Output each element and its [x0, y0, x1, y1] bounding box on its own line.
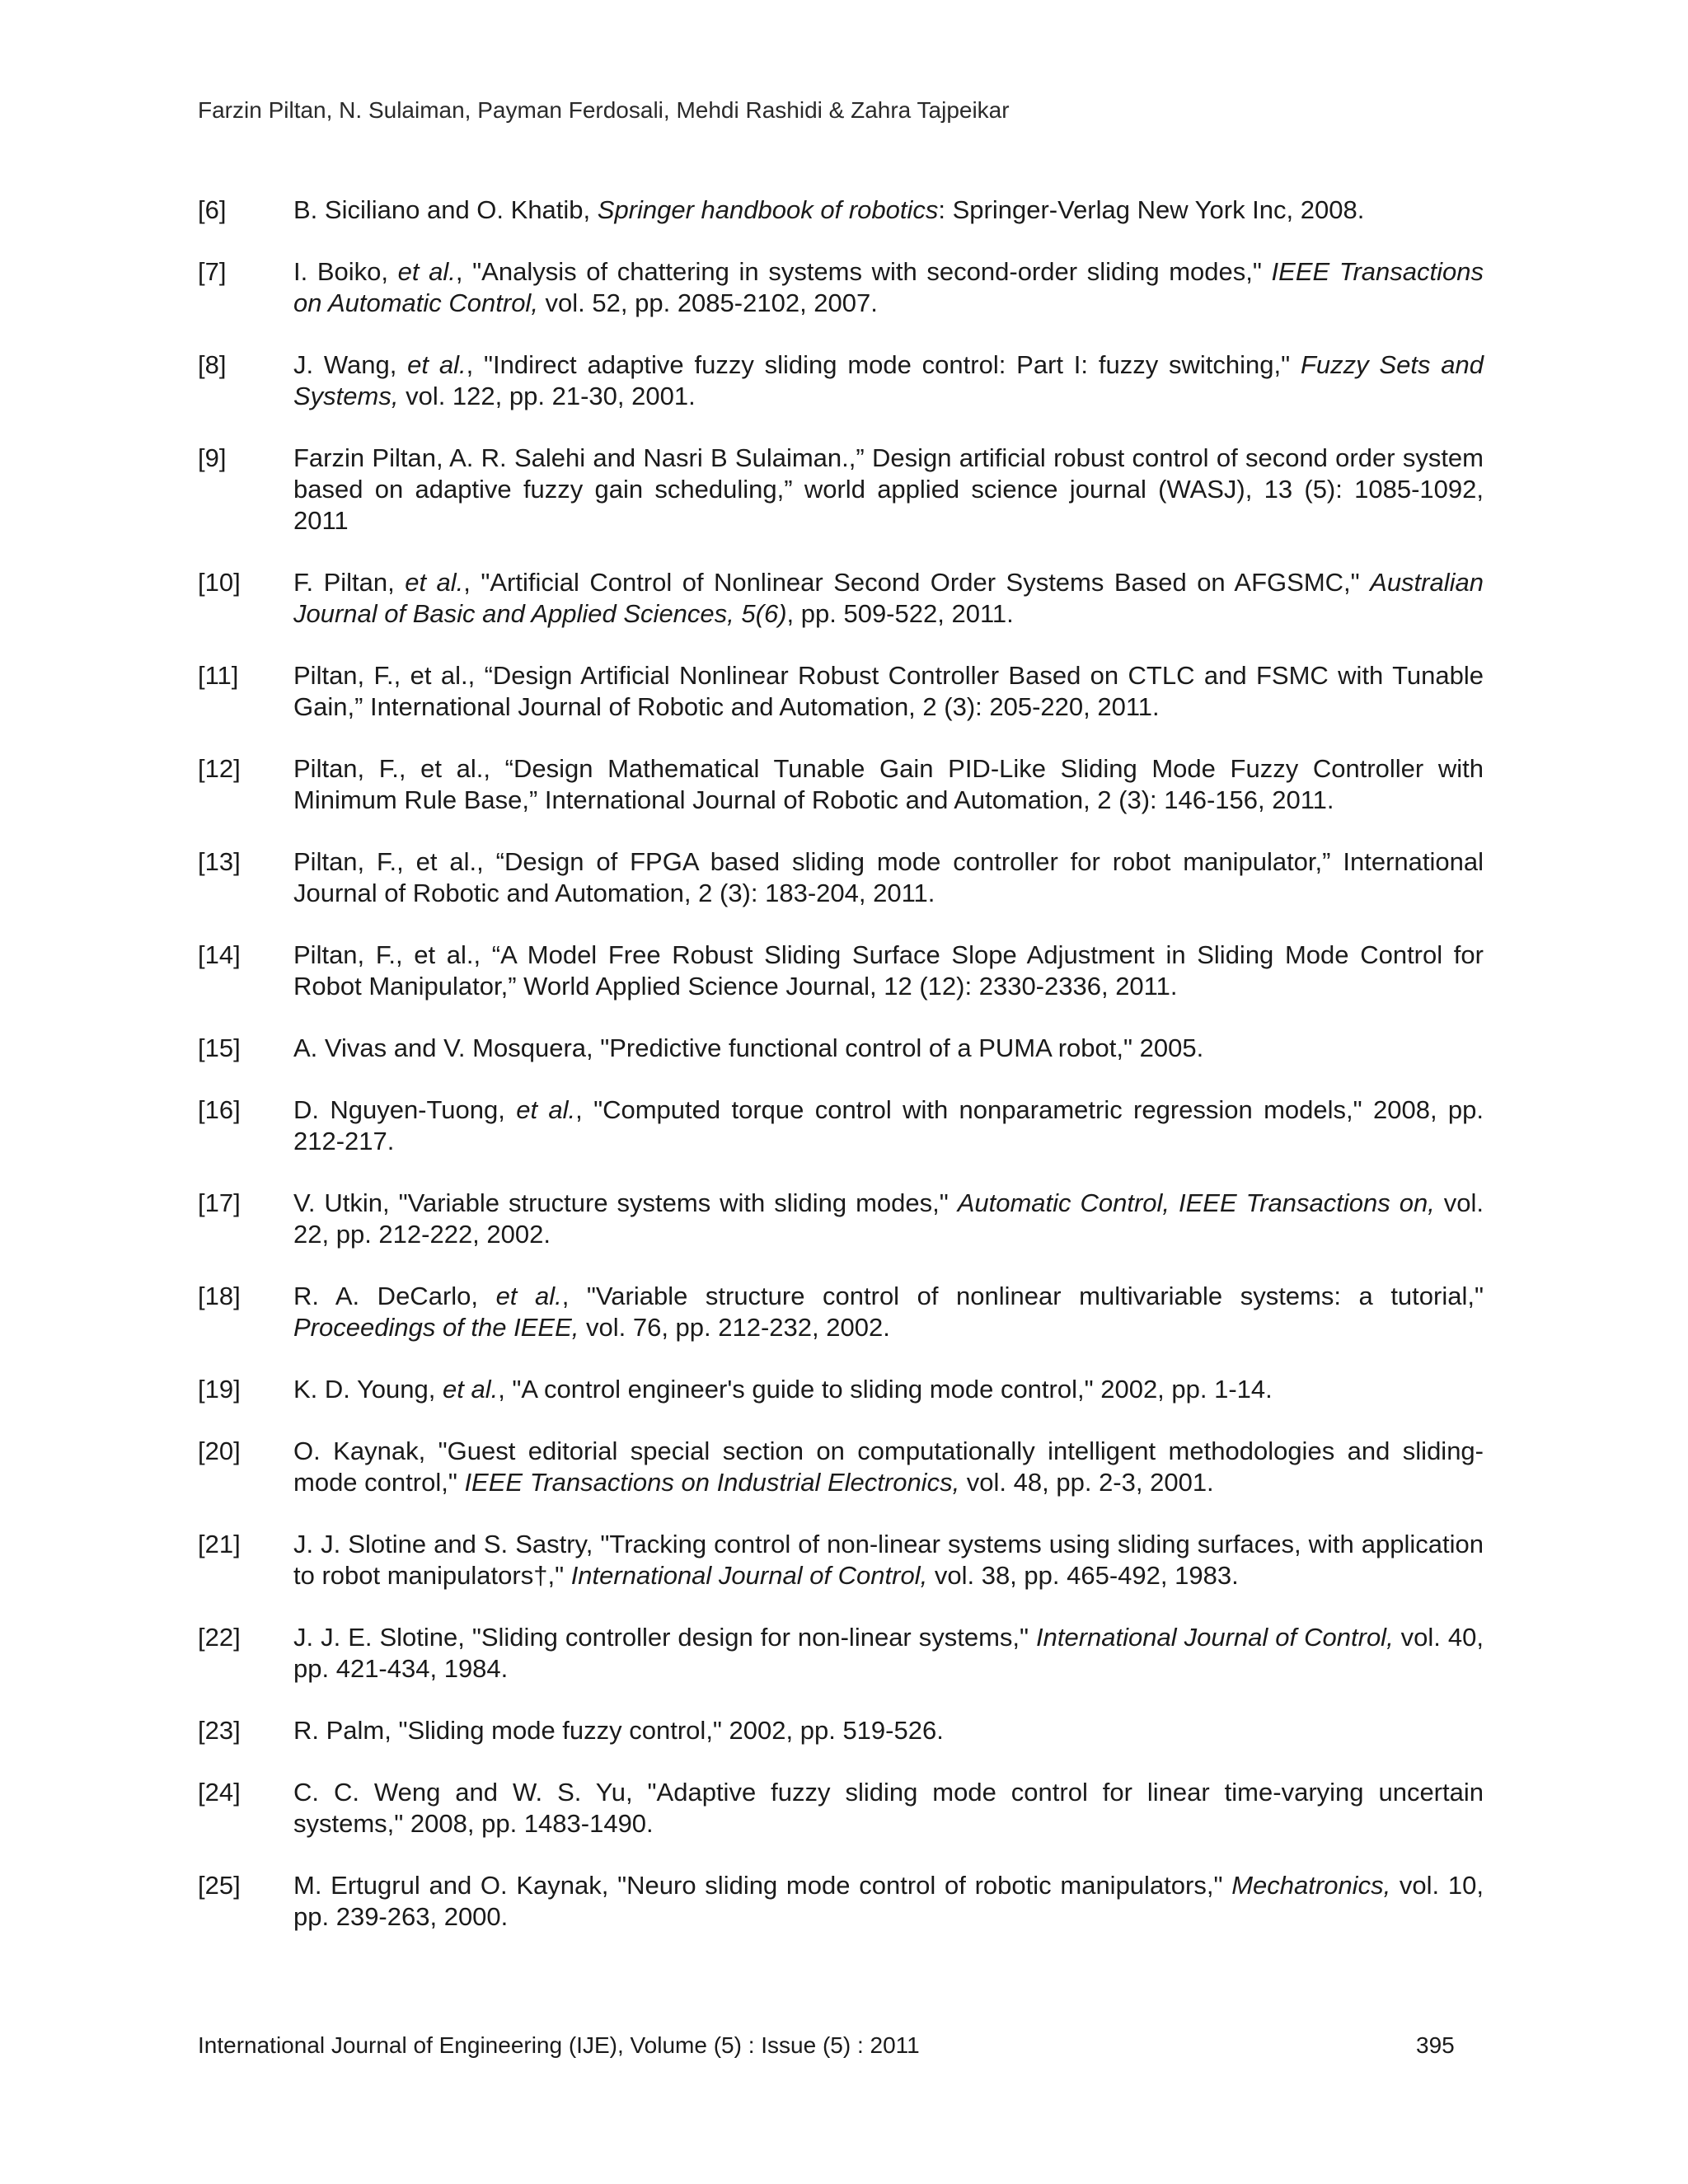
reference-item: [198, 846, 1484, 909]
reference-text: R. Palm, "Sliding mode fuzzy control," 2002, pp. 519-526.: [293, 1716, 944, 1745]
reference-text: A. Vivas and V. Mosquera, "Predictive functional control of a PUMA robot," 2005.: [293, 1033, 1204, 1062]
reference-italic-text: et al.: [397, 257, 456, 286]
reference-item: [198, 1715, 1484, 1746]
reference-italic-text: IEEE Transactions on Automatic Control,: [293, 257, 1484, 317]
reference-text: J. J. E. Slotine, "Sliding controller design for non-linear systems,": [293, 1623, 1037, 1652]
reference-number: [21]: [198, 1530, 241, 1558]
reference-text: vol. 122, pp. 21-30, 2001.: [398, 382, 696, 410]
reference-text: , "Variable structure control of nonlinear multivariable systems: a tutorial,": [561, 1282, 1484, 1310]
reference-item: [198, 1622, 1484, 1685]
reference-text: K. D. Young,: [293, 1375, 443, 1404]
reference-number: [14]: [198, 940, 241, 969]
reference-text: Piltan, F., et al., “Design Mathematical Tunable Gain PID-Like Sliding Mode Fuzzy Controller with Minimum Rule Base,” International Journal of Robotic and Automation, 2 (3): 146-156, 2011.: [293, 754, 1484, 814]
reference-number: [13]: [198, 847, 241, 876]
reference-number: [16]: [198, 1095, 241, 1124]
reference-number: [20]: [198, 1436, 241, 1465]
reference-item: [198, 194, 1484, 226]
reference-text: Piltan, F., et al., “Design Artificial Nonlinear Robust Controller Based on CTLC and FSMC with Tunable Gain,” International Journal of Robotic and Automation, 2 (3): 205-220, 2011.: [293, 661, 1484, 721]
reference-number: [17]: [198, 1188, 241, 1217]
reference-text: J. Wang,: [293, 350, 408, 379]
reference-italic-text: et al.: [405, 568, 464, 597]
reference-number: [15]: [198, 1033, 241, 1062]
reference-italic-text: Australian Journal of Basic and Applied Sciences, 5(6): [293, 568, 1484, 628]
reference-text: Piltan, F., et al., “Design of FPGA based sliding mode controller for robot manipulator,” International Journal of Robotic and Automation, 2 (3): 183-204, 2011.: [293, 847, 1484, 907]
reference-text: Farzin Piltan, A. R. Salehi and Nasri B Sulaiman.,” Design artificial robust control of second order system based on adaptive fuzzy gain scheduling,” world applied science journal (WASJ), 13 (5): 1085-1092, 2011: [293, 443, 1484, 535]
reference-italic-text: International Journal of Control,: [1036, 1623, 1394, 1652]
reference-item: [198, 1436, 1484, 1498]
reference-item: [198, 660, 1484, 723]
reference-text: Piltan, F., et al., “A Model Free Robust Sliding Surface Slope Adjustment in Sliding Mode Control for Robot Manipulator,” World Applied Science Journal, 12 (12): 2330-2336, 2011.: [293, 940, 1484, 1001]
reference-italic-text: Mechatronics,: [1231, 1871, 1391, 1900]
reference-number: [25]: [198, 1871, 241, 1900]
reference-text: vol. 22, pp. 212-222, 2002.: [293, 1188, 1484, 1249]
reference-number: [8]: [198, 350, 227, 379]
reference-item: [198, 1094, 1484, 1157]
reference-number: [24]: [198, 1778, 241, 1807]
reference-italic-text: International Journal of Control,: [570, 1561, 928, 1590]
reference-text: J. J. Slotine and S. Sastry, "Tracking control of non-linear systems using sliding surfaces, with application to robot manipulators†,": [293, 1530, 1484, 1590]
reference-text: , "Computed torque control with nonparametric regression models," 2008, pp. 212-217.: [293, 1095, 1484, 1155]
reference-text: O. Kaynak, "Guest editorial special section on computationally intelligent methodologies and sliding-mode control,": [293, 1436, 1484, 1497]
reference-item: [198, 1374, 1484, 1405]
reference-item: [198, 567, 1484, 630]
reference-number: [11]: [198, 661, 239, 690]
reference-text: vol. 76, pp. 212-232, 2002.: [579, 1313, 890, 1342]
reference-number: [19]: [198, 1375, 241, 1404]
reference-text: : Springer-Verlag New York Inc, 2008.: [938, 195, 1365, 224]
reference-text: F. Piltan,: [293, 568, 406, 597]
footer-journal-info: International Journal of Engineering (IJE), Volume (5) : Issue (5) : 2011: [198, 2032, 920, 2058]
reference-text: R. A. DeCarlo,: [293, 1282, 496, 1310]
reference-text: , "Analysis of chattering in systems with second-order sliding modes,": [455, 257, 1272, 286]
reference-text: vol. 40, pp. 421-434, 1984.: [293, 1623, 1484, 1683]
reference-italic-text: Automatic Control, IEEE Transactions on,: [957, 1188, 1435, 1217]
reference-item: [198, 753, 1484, 816]
reference-text: vol. 52, pp. 2085-2102, 2007.: [537, 288, 878, 317]
reference-text: vol. 10, pp. 239-263, 2000.: [293, 1871, 1484, 1931]
reference-italic-text: et al.: [516, 1095, 576, 1124]
reference-item: [198, 940, 1484, 1002]
reference-text: , "A control engineer's guide to sliding mode control," 2002, pp. 1-14.: [498, 1375, 1273, 1404]
reference-number: [22]: [198, 1623, 241, 1652]
reference-text: V. Utkin, "Variable structure systems with sliding modes,": [293, 1188, 958, 1217]
running-header-authors: Farzin Piltan, N. Sulaiman, Payman Ferdosali, Mehdi Rashidi & Zahra Tajpeikar: [198, 97, 1010, 123]
reference-item: [198, 349, 1484, 412]
reference-text: C. C. Weng and W. S. Yu, "Adaptive fuzzy sliding mode control for linear time-varying uncertain systems," 2008, pp. 1483-1490.: [293, 1778, 1484, 1838]
reference-number: [12]: [198, 754, 241, 783]
reference-text: D. Nguyen-Tuong,: [293, 1095, 517, 1124]
reference-italic-text: Proceedings of the IEEE,: [293, 1313, 579, 1342]
reference-item: [198, 1188, 1484, 1250]
reference-text: , "Artificial Control of Nonlinear Second Order Systems Based on AFGSMC,": [463, 568, 1371, 597]
reference-number: [6]: [198, 195, 227, 224]
reference-italic-text: IEEE Transactions on Industrial Electronics,: [464, 1468, 960, 1497]
reference-number: [23]: [198, 1716, 241, 1745]
reference-item: [198, 256, 1484, 319]
reference-italic-text: et al.: [495, 1282, 562, 1310]
reference-list: [198, 194, 1484, 1963]
reference-text: vol. 48, pp. 2-3, 2001.: [959, 1468, 1214, 1497]
reference-item: [198, 1529, 1484, 1591]
reference-text: M. Ertugrul and O. Kaynak, "Neuro sliding mode control of robotic manipulators,": [293, 1871, 1232, 1900]
footer-page-number: 395: [1416, 2032, 1455, 2058]
reference-text: , "Indirect adaptive fuzzy sliding mode control: Part I: fuzzy switching,": [466, 350, 1301, 379]
reference-number: [10]: [198, 568, 241, 597]
reference-italic-text: Fuzzy Sets and Systems,: [293, 350, 1484, 410]
reference-item: [198, 1281, 1484, 1343]
reference-item: [198, 1870, 1484, 1933]
reference-text: B. Siciliano and O. Khatib,: [293, 195, 598, 224]
reference-item: [198, 1777, 1484, 1840]
reference-item: [198, 1033, 1484, 1064]
reference-italic-text: et al.: [407, 350, 467, 379]
reference-text: vol. 38, pp. 465-492, 1983.: [927, 1561, 1239, 1590]
reference-number: [7]: [198, 257, 227, 286]
reference-italic-text: Springer handbook of robotics: [597, 195, 939, 224]
reference-number: [18]: [198, 1282, 241, 1310]
reference-text: , pp. 509-522, 2011.: [786, 599, 1014, 628]
reference-number: [9]: [198, 443, 227, 472]
reference-text: I. Boiko,: [293, 257, 398, 286]
reference-italic-text: et al.: [442, 1375, 499, 1404]
reference-item: [198, 443, 1484, 537]
